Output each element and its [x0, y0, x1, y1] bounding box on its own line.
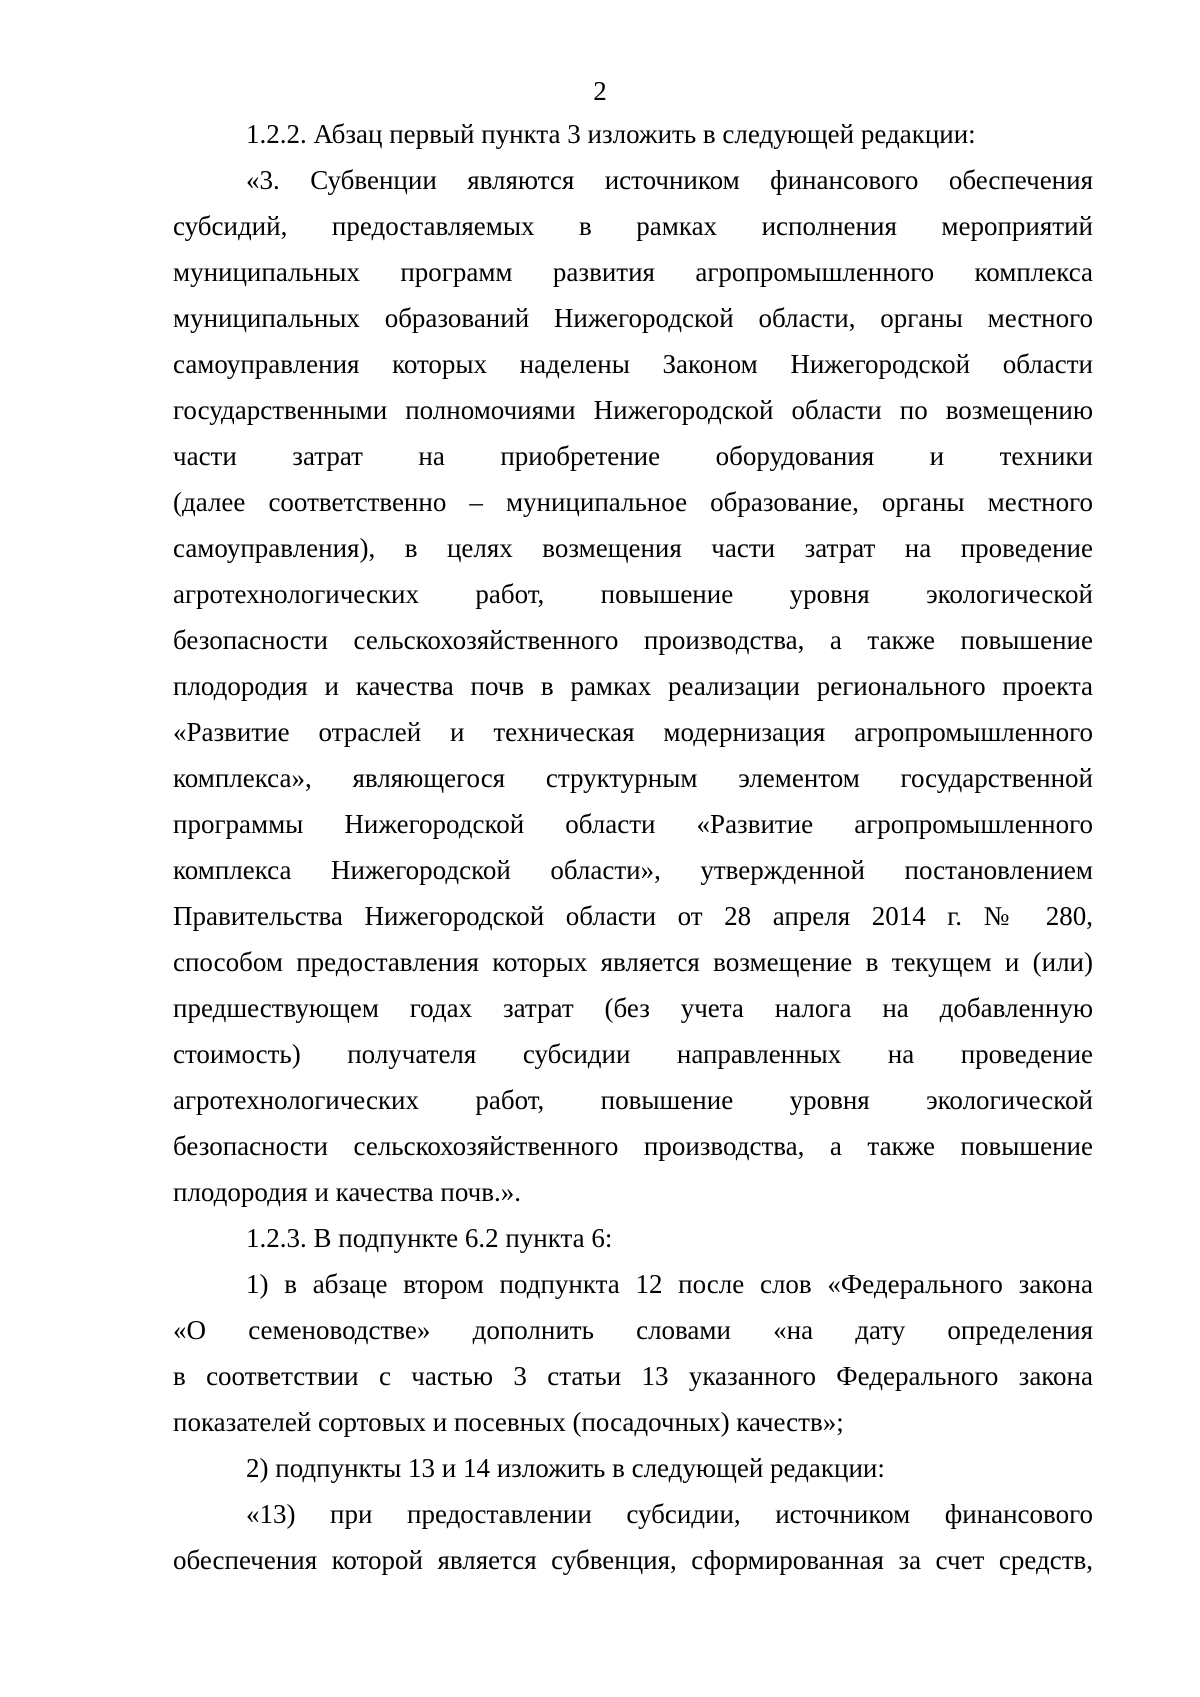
text-line: комплекса Нижегородской области», утвержденной постановлением — [173, 855, 1093, 885]
text-line: предшествующем годах затрат (без учета налога на добавленную — [173, 993, 1093, 1023]
text-line: плодородия и качества почв в рамках реализации регионального проекта — [173, 671, 1093, 701]
paragraph — [173, 1491, 1093, 1583]
text-line: способом предоставления которых является возмещение в текущем и (или) — [173, 947, 1093, 977]
paragraph — [173, 111, 1093, 157]
text-line: Правительства Нижегородской области от 28 апреля 2014 г. № 280, — [173, 901, 1093, 931]
text-line: «Развитие отраслей и техническая модернизация агропромышленного — [173, 717, 1093, 747]
text-line: муниципальных программ развития агропромышленного комплекса — [173, 257, 1093, 287]
text-line: «О семеноводстве» дополнить словами «на дату определения — [173, 1315, 1093, 1345]
text-line: агротехнологических работ, повышение уровня экологической — [173, 1085, 1093, 1115]
text-line: самоуправления которых наделены Законом Нижегородской области — [173, 349, 1093, 379]
text-line: государственными полномочиями Нижегородской области по возмещению — [173, 395, 1093, 425]
paragraph — [173, 1215, 1093, 1261]
text-line: обеспечения которой является субвенция, сформированная за счет средств, — [173, 1545, 1093, 1575]
text-line: «13) при предоставлении субсидии, источником финансового — [246, 1499, 1093, 1529]
document-body — [173, 111, 1093, 1583]
text-line: безопасности сельскохозяйственного производства, а также повышение — [173, 625, 1093, 655]
text-line: 2) подпункты 13 и 14 изложить в следующей редакции: — [246, 1453, 885, 1483]
text-line: программы Нижегородской области «Развитие агропромышленного — [173, 809, 1093, 839]
text-line: «3. Субвенции являются источником финансового обеспечения — [246, 165, 1093, 195]
text-line: агротехнологических работ, повышение уровня экологической — [173, 579, 1093, 609]
text-line: безопасности сельскохозяйственного производства, а также повышение — [173, 1131, 1093, 1161]
text-line: комплекса», являющегося структурным элементом государственной — [173, 763, 1093, 793]
text-line: (далее соответственно – муниципальное образование, органы местного — [173, 487, 1093, 517]
paragraph — [173, 1261, 1093, 1445]
text-line: в соответствии с частью 3 статьи 13 указанного Федерального закона — [173, 1361, 1093, 1391]
text-line: показателей сортовых и посевных (посадочных) качеств»; — [173, 1407, 844, 1437]
text-line: 1) в абзаце втором подпункта 12 после слов «Федерального закона — [246, 1269, 1093, 1299]
text-line: муниципальных образований Нижегородской области, органы местного — [173, 303, 1093, 333]
text-line: 1.2.2. Абзац первый пункта 3 изложить в следующей редакции: — [246, 119, 976, 149]
text-line: плодородия и качества почв.». — [173, 1177, 521, 1207]
text-line: 1.2.3. В подпункте 6.2 пункта 6: — [246, 1223, 613, 1253]
paragraph — [173, 157, 1093, 1215]
paragraph — [173, 1445, 1093, 1491]
text-line: части затрат на приобретение оборудования и техники — [173, 441, 1093, 471]
text-line: самоуправления), в целях возмещения части затрат на проведение — [173, 533, 1093, 563]
text-line: субсидий, предоставляемых в рамках исполнения мероприятий — [173, 211, 1093, 241]
page-number: 2 — [593, 76, 607, 106]
text-line: стоимость) получателя субсидии направленных на проведение — [173, 1039, 1093, 1069]
